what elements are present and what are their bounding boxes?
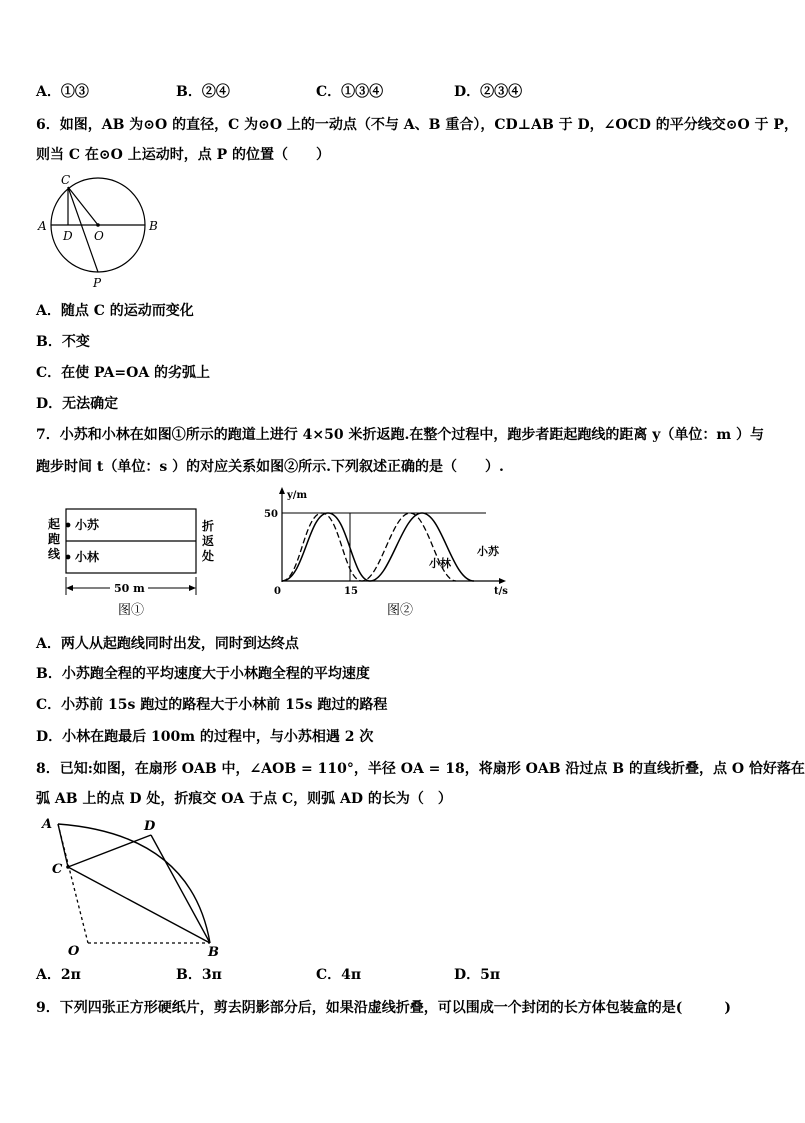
q8-option-b: B．3π [176,967,222,983]
q8-segment-cd [68,835,151,867]
q5-option-a: A．①③ [36,84,89,100]
q7-turn-point-char2: 返 [202,534,215,548]
q7-y-axis-label: y/m [287,490,308,501]
q7-x-tick-15: 15 [344,586,358,597]
q7-series-xiaolin-curve [282,513,456,581]
q7-option-d: D．小林在跑最后 100m 的过程中，与小苏相遇 2 次 [36,729,374,745]
q8-options [36,965,736,985]
q7-start-line-char3: 线 [48,547,61,561]
q6-label-o: O [94,229,104,243]
q7-y-tick-50: 50 [264,509,278,520]
q7-x-axis-label: t/s [494,586,508,597]
q7-distance-time-graph [266,485,510,620]
q6-label-p: P [93,276,102,290]
q5-option-c: C．①③④ [316,84,384,100]
q8-label-d: D [144,819,156,834]
q7-start-line-char1: 起 [48,517,61,531]
q6-stem-line1: 6．如图，AB 为⊙O 的直径，C 为⊙O 上的一动点（不与 A、B 重合），CD⊥AB 于 D，∠OCD 的平分线交⊙O 于 P， [36,117,798,133]
q7-y-axis-arrow [279,487,285,494]
q7-series-xiaolin-label: 小林 [429,557,451,570]
q7-fig2-caption: 图② [387,603,414,618]
q7-track-length: 50 m [114,582,145,595]
q7-start-line-char2: 跑 [48,532,61,546]
q8-point-c-dot [66,865,70,869]
q6-option-c: C．在使 PA=OA 的劣弧上 [36,365,211,381]
q8-option-a: A．2π [36,967,81,983]
q8-sector-figure [36,812,226,960]
q8-label-b: B [208,945,219,960]
q6-label-d: D [63,229,73,243]
q6-option-b: B．不变 [36,334,90,350]
q5-option-b: B．②④ [176,84,230,100]
q8-segment-ac [58,824,68,867]
q7-stem-line1: 7．小苏和小林在如图①所示的跑道上进行 4×50 米折返跑.在整个过程中，跑步者距起跑线的距离 y（单位：m ）与 [36,427,765,443]
q6-center-dot [96,223,100,227]
q7-length-arrowhead-right [189,585,196,591]
q6-stem-line2: 则当 C 在⊙O 上运动时，点 P 的位置（ ） [36,147,330,163]
q7-runner1-dot [66,523,71,528]
q7-runner2-label: 小林 [75,550,100,564]
q7-option-c: C．小苏前 15s 跑过的路程大于小林前 15s 跑过的路程 [36,697,388,713]
q8-stem-line2: 弧 AB 上的点 D 处，折痕交 OA 于点 C，则弧 AD 的长为（ ） [36,791,452,807]
q7-stem-line2: 跑步时间 t（单位：s ）的对应关系如图②所示.下列叙述正确的是（ ）. [36,459,504,475]
q6-option-a: A．随点 C 的运动而变化 [36,303,194,319]
q7-turn-point-char3: 处 [202,549,215,563]
q9-stem: 9．下列四张正方形硬纸片，剪去阴影部分后，如果沿虚线折叠，可以围成一个封闭的长方体包装盒的是( ) [36,1000,731,1016]
q6-option-d: D．无法确定 [36,396,119,412]
q5-option-d: D．②③④ [454,84,523,100]
q5-options [36,82,736,102]
q8-option-d: D．5π [454,967,501,983]
q7-length-arrowhead-left [66,585,73,591]
q6-segment-co [68,187,98,225]
q7-runner2-dot [66,555,71,560]
q7-runner1-label: 小苏 [75,518,100,532]
q7-origin-label: 0 [274,586,281,597]
q7-x-axis-arrow [499,578,506,584]
q8-label-o: O [68,944,80,959]
q7-option-a: A．两人从起跑线同时出发，同时到达终点 [36,636,299,652]
q7-fig1-caption: 图① [118,603,145,618]
q6-label-a: A [38,219,47,233]
q8-stem-line1: 8．已知:如图，在扇形 OAB 中，∠AOB = 110°，半径 OA = 18，将扇形 OAB 沿过点 B 的直线折叠，点 O 恰好落在 [36,761,805,777]
q7-series-xiaosu-label: 小苏 [477,545,499,558]
q8-option-c: C．4π [316,967,362,983]
q6-circle-figure [34,173,164,291]
q7-option-b: B．小苏跑全程的平均速度大于小林跑全程的平均速度 [36,666,370,682]
q8-label-a: A [42,817,53,832]
q6-label-b: B [149,219,158,233]
q7-track-figure [44,497,230,622]
q7-turn-point-char1: 折 [202,519,215,533]
q6-label-c: C [61,173,71,187]
q8-label-c: C [52,862,63,877]
